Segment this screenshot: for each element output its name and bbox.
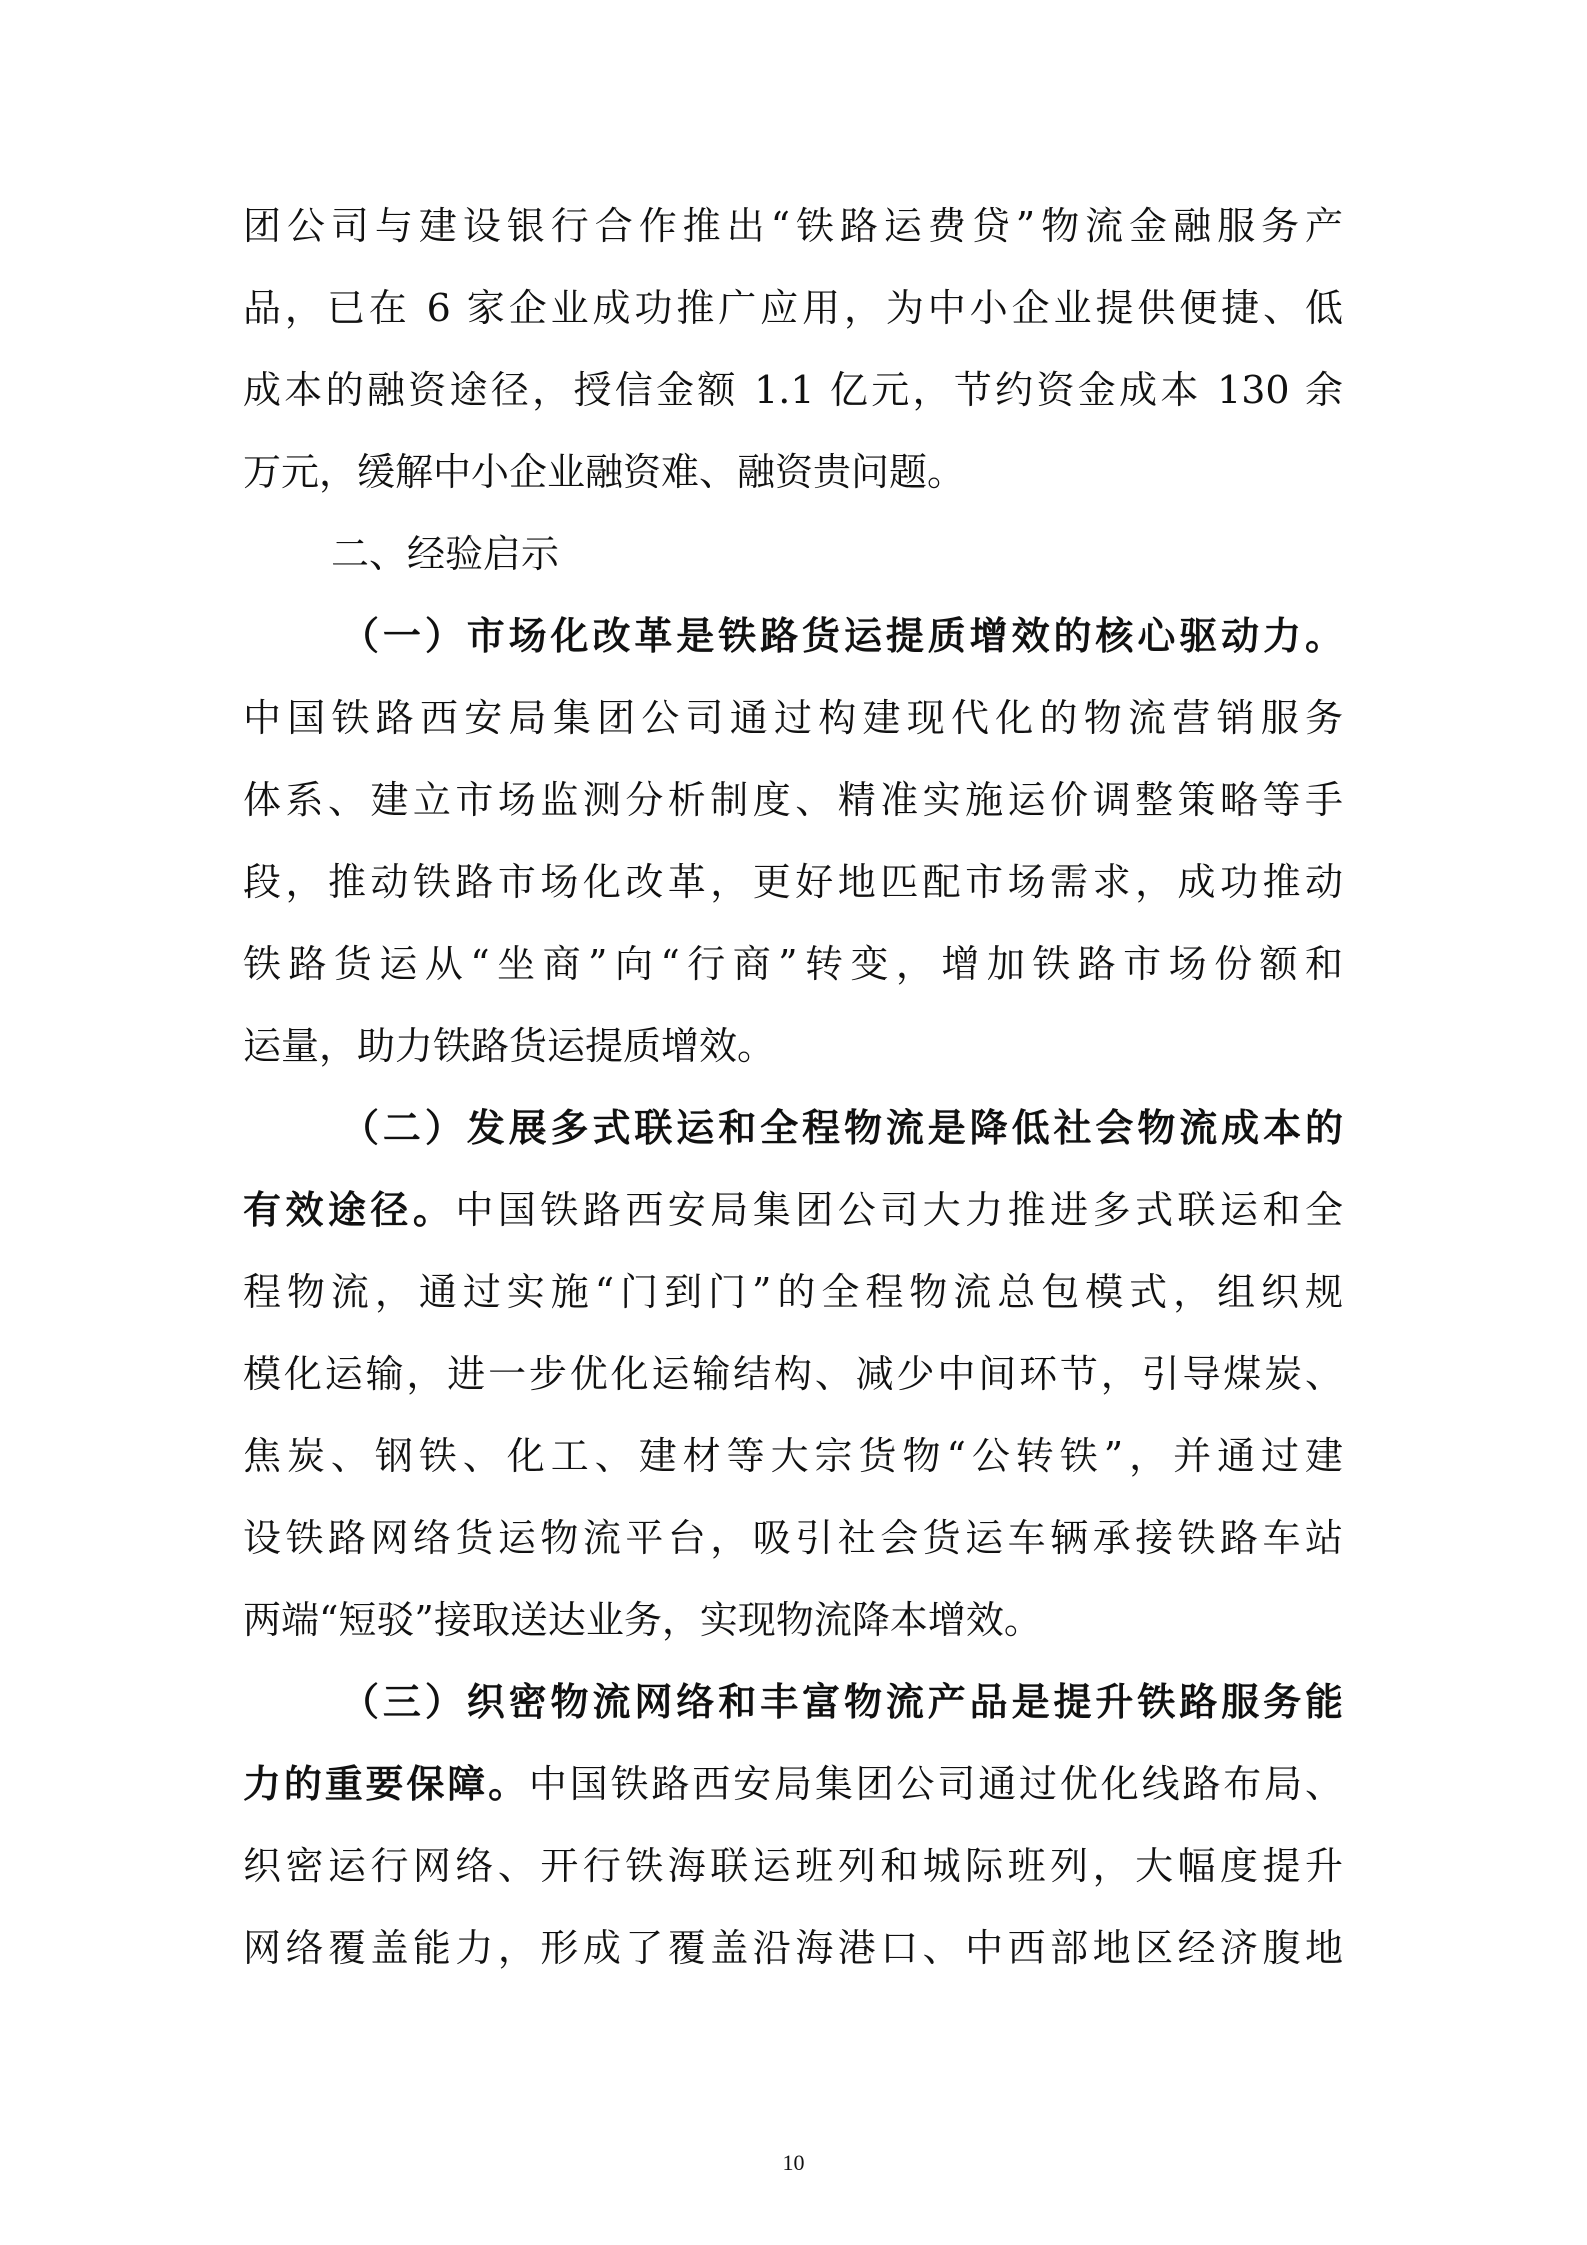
text-line: 设铁路网络货运物流平台，吸引社会货运车辆承接铁路车站 xyxy=(243,1516,1343,1560)
text-line: 运量，助力铁路货运提质增效。 xyxy=(243,1024,776,1068)
text-line: 品，已在 6 家企业成功推广应用，为中小企业提供便捷、低 xyxy=(243,286,1343,330)
subsection-heading-1: （一）市场化改革是铁路货运提质增效的核心驱动力。 xyxy=(341,613,1343,658)
text-line: 网络覆盖能力，形成了覆盖沿海港口、中西部地区经济腹地 xyxy=(243,1926,1343,1970)
text-line xyxy=(243,1169,1343,1251)
text-line: 段，推动铁路市场化改革，更好地匹配市场需求，成功推动 xyxy=(243,860,1343,904)
text-line: 两端“短驳”接取送达业务，实现物流降本增效。 xyxy=(243,1598,1042,1642)
subsection-heading-3: （三）织密物流网络和丰富物流产品是提升铁路服务能 xyxy=(341,1679,1343,1724)
subsection-heading-3-continued: 力的重要保障。 xyxy=(243,1761,529,1806)
text-line: 焦炭、钢铁、化工、建材等大宗货物“公转铁”，并通过建 xyxy=(243,1434,1343,1478)
text-line: 铁路货运从“坐商”向“行商”转变，增加铁路市场份额和 xyxy=(243,942,1343,986)
subsection-heading-2: （二）发展多式联运和全程物流是降低社会物流成本的 xyxy=(341,1105,1343,1150)
text-line: 团公司与建设银行合作推出“铁路运费贷”物流金融服务产 xyxy=(243,204,1343,248)
text-line: 程物流，通过实施“门到门”的全程物流总包模式，组织规 xyxy=(243,1270,1343,1314)
text-line: 体系、建立市场监测分析制度、精准实施运价调整策略等手 xyxy=(243,778,1343,822)
text-span: 中国铁路西安局集团公司大力推进多式联运和全 xyxy=(455,1188,1343,1232)
text-line xyxy=(243,1743,1343,1825)
text-line: 成本的融资途径，授信金额 1.1 亿元，节约资金成本 130 余 xyxy=(243,368,1343,412)
section-heading: 二、经验启示 xyxy=(331,532,560,576)
text-line: 中国铁路西安局集团公司通过构建现代化的物流营销服务 xyxy=(243,696,1343,740)
document-page xyxy=(243,185,1343,1989)
text-span: 中国铁路西安局集团公司通过优化线路布局、 xyxy=(528,1762,1343,1806)
page-number: 10 xyxy=(782,2150,805,2175)
text-line: 万元，缓解中小企业融资难、融资贵问题。 xyxy=(243,450,966,494)
text-line: 模化运输，进一步优化运输结构、减少中间环节，引导煤炭、 xyxy=(243,1352,1343,1396)
subsection-heading-2-continued: 有效途径。 xyxy=(243,1187,456,1232)
text-line: 织密运行网络、开行铁海联运班列和城际班列，大幅度提升 xyxy=(243,1844,1343,1888)
